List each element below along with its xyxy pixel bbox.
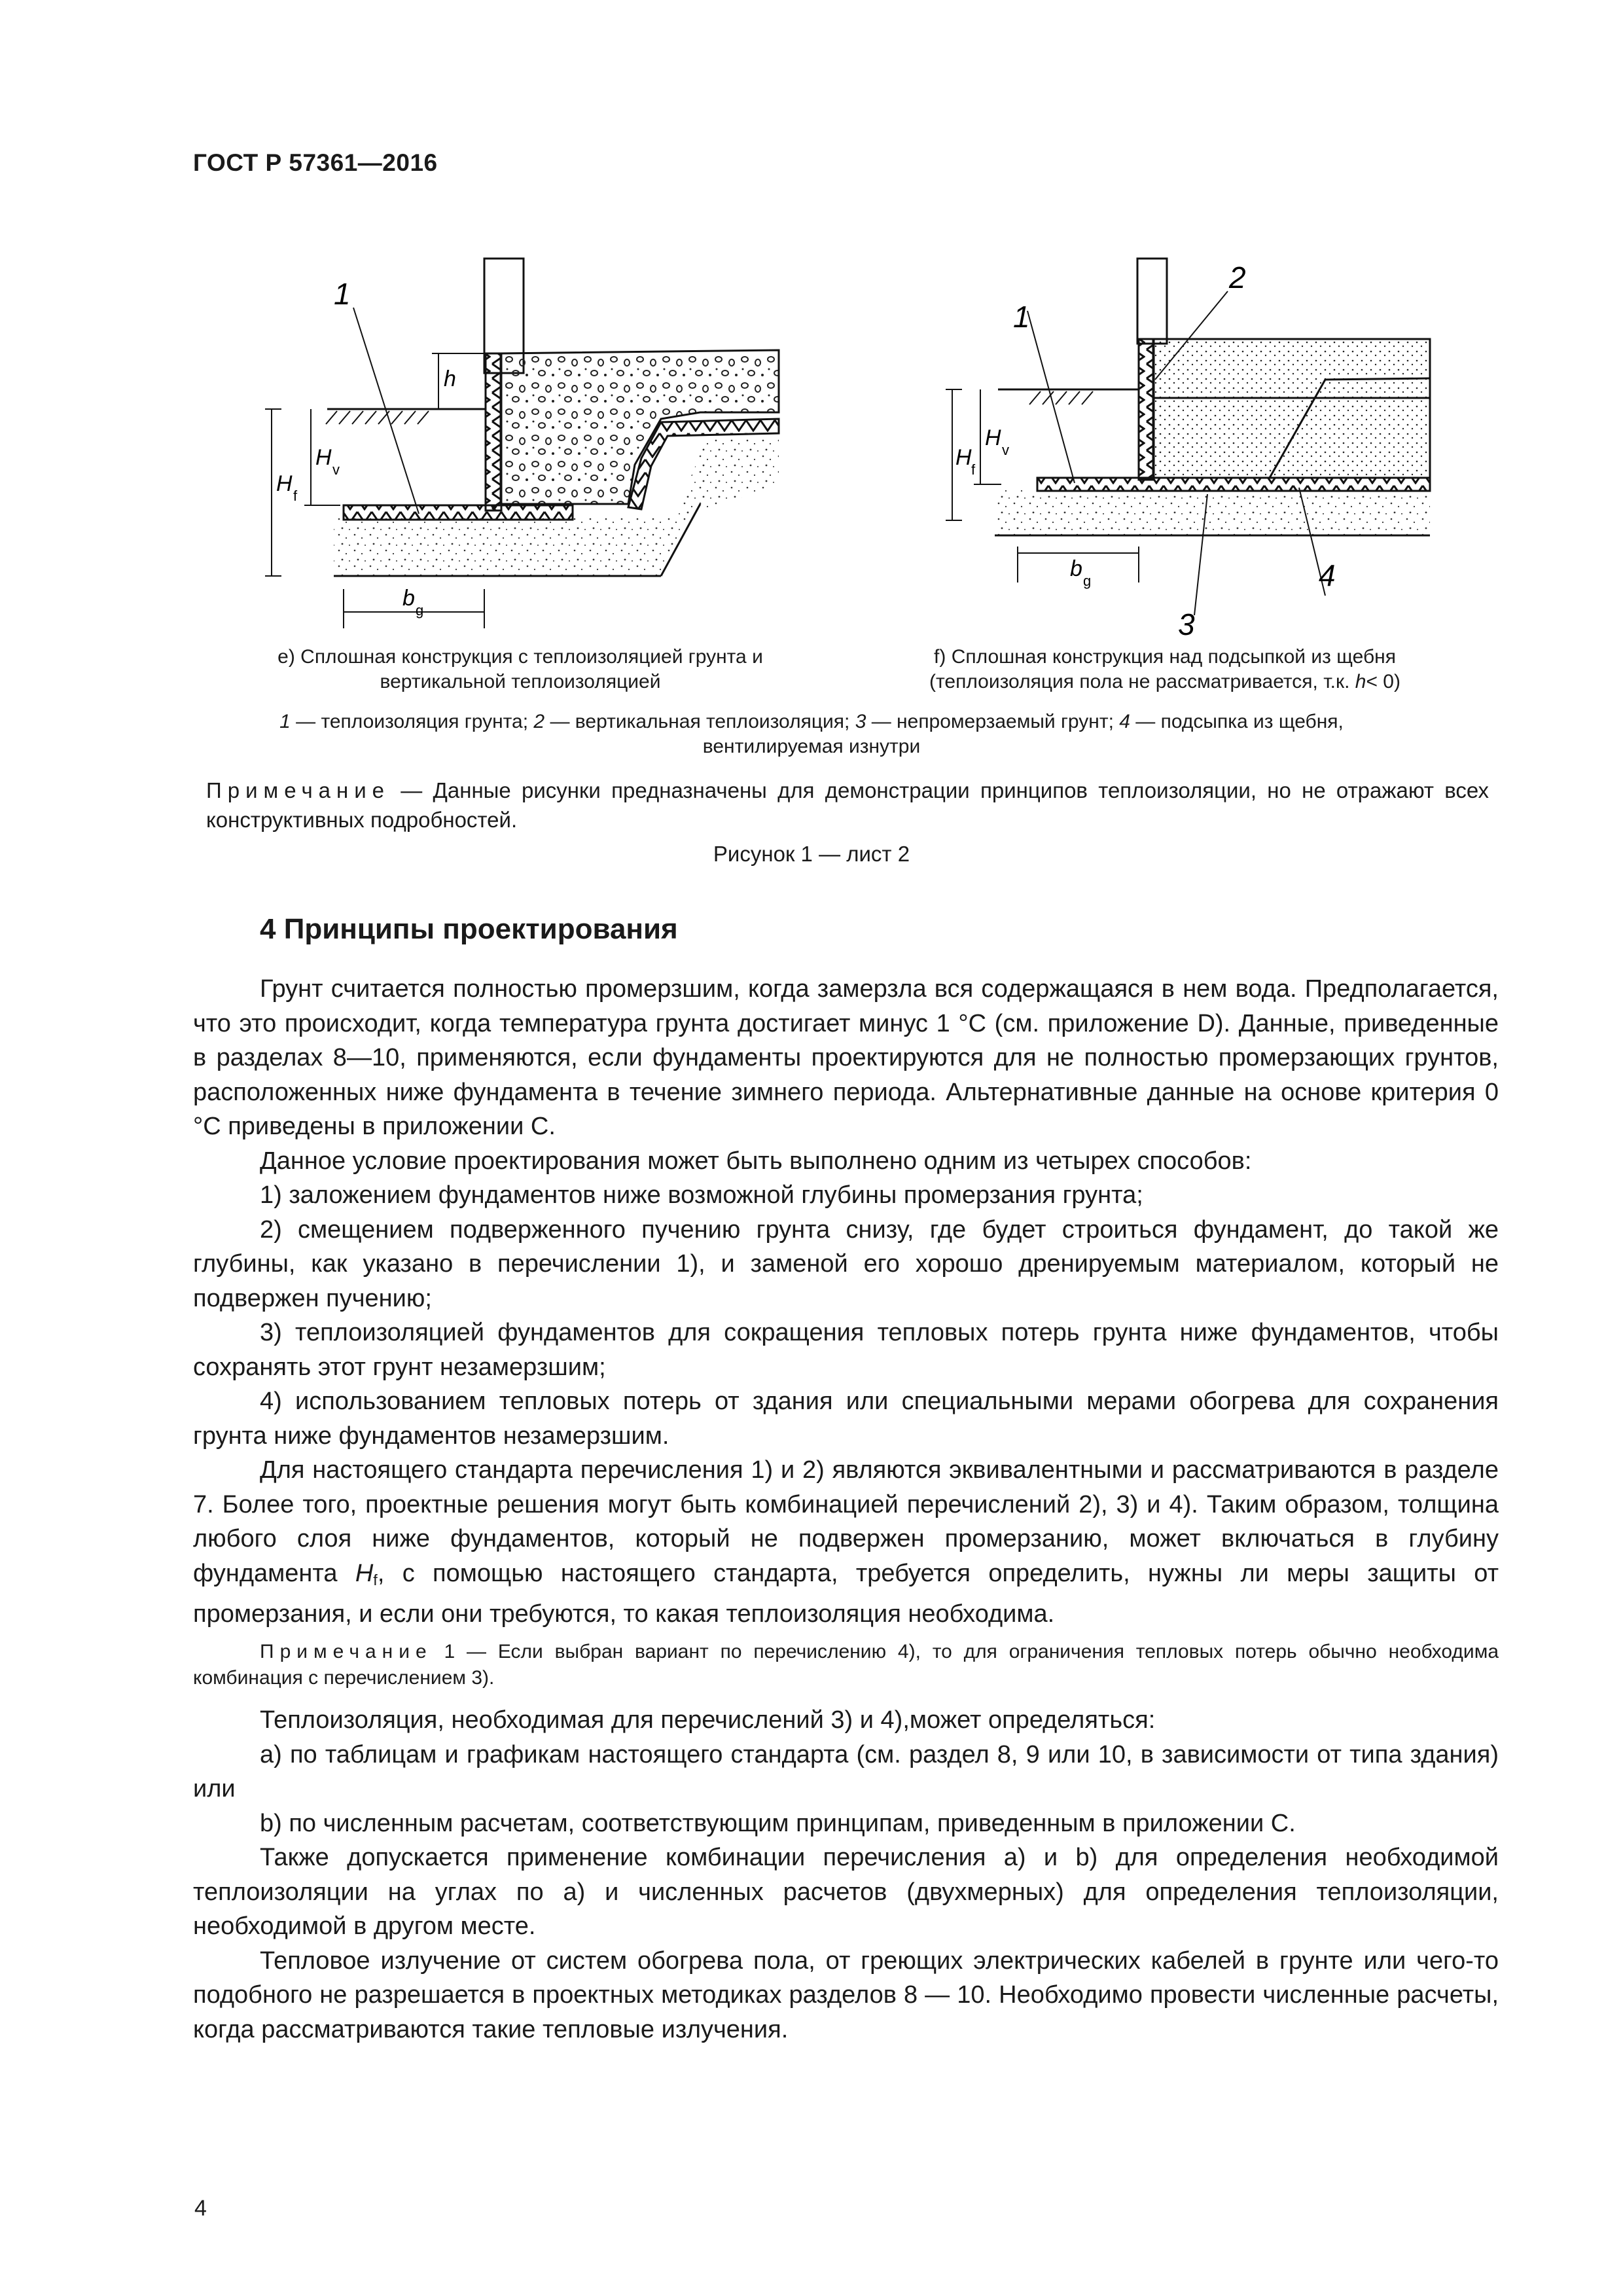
note-1-label: Примечание [260, 1641, 433, 1663]
fig-f-bg-label: b [1070, 556, 1082, 581]
fig-e-bg-sub: g [416, 602, 424, 619]
fig-e-hf-sub: f [293, 488, 298, 504]
fig-f-marker-4: 4 [1319, 558, 1336, 592]
fig-e-hv-label: H [315, 445, 332, 470]
legend-line2: вентилируемая изнутри [702, 736, 921, 757]
legend-num-3: 3 [855, 711, 866, 732]
legend-text-1: — теплоизоляция грунта; [290, 711, 534, 732]
fig-e-hf-label: H [276, 471, 293, 496]
fig-e-h-label: h [444, 367, 456, 391]
figure-note-text: — Данные рисунки предназначены для демонстрации принципов теплоизоляции, но не отражают всех конструктивных подробностей. [206, 778, 1489, 832]
symbol-H: H [355, 1559, 374, 1587]
caption-e-line2: вертикальной теплоизоляцией [380, 671, 661, 692]
body-text [193, 972, 1499, 2047]
legend-text-3: — непромерзаемый грунт; [866, 711, 1120, 732]
legend-text-4: — подсыпка из щебня, [1130, 711, 1344, 732]
caption-e-line1: е) Сплошная конструкция с теплоизоляцией грунта и [277, 646, 763, 668]
fig-f-marker-1: 1 [1013, 300, 1030, 334]
note-1 [193, 1639, 1499, 1691]
page-number: 4 [194, 2196, 207, 2221]
fig-f-hv-sub: v [1002, 442, 1009, 458]
paragraph: Также допускается применение комбинации перечисления а) и b) для определения необходимой теплоизоляции на углах по а) и численных расчетов (двухмерных) для определения теплоизоляции, необходимой в другом месте. [193, 1844, 1499, 1941]
paragraph [193, 1453, 1499, 1631]
figure-note-label: Примечание [206, 778, 391, 802]
caption-f-line2-end: < 0) [1366, 671, 1400, 692]
figure-title: Рисунок 1 — лист 2 [713, 842, 910, 866]
legend-line1 [193, 709, 1430, 734]
section-title: 4 Принципы проектирования [260, 913, 678, 945]
legend-num-2: 2 [533, 711, 545, 732]
legend-num-4: 4 [1119, 711, 1130, 732]
figure-e [265, 259, 779, 628]
list-item: 4) использованием тепловых потерь от здания или специальными мерами обогрева для сохранения грунта ниже фундаментов незамерзшим. [193, 1388, 1499, 1450]
fig-e-marker-1: 1 [334, 277, 351, 311]
paragraph: Теплоизоляция, необходимая для перечислений 3) и 4),может определяться: [260, 1706, 1156, 1734]
list-item: b) по численным расчетам, соответствующим принципам, приведенным в приложении С. [260, 1809, 1296, 1837]
paragraph-text: Для настоящего стандарта перечисления 1) и 2) являются эквивалентными и рассматриваются в разделе 7. Более того, проектные решения могут быть комбинацией перечислений 2), 3) и 4). Таким образом, толщина любого слоя ниже фундаментов, который не подвержен промерзанию, может включаться в глубину фундамента [193, 1456, 1499, 1587]
legend-text-2: — вертикальная теплоизоляция; [544, 711, 855, 732]
list-item: 1) заложением фундаментов ниже возможной глубины промерзания грунта; [260, 1181, 1143, 1209]
list-item: 3) теплоизоляцией фундаментов для сокращения тепловых потерь грунта ниже фундаментов, чтобы сохранять этот грунт незамерзшим; [193, 1319, 1499, 1381]
figure-f-caption [870, 645, 1459, 694]
figure-f [946, 259, 1430, 641]
list-item: а) по таблицам и графикам настоящего стандарта (см. раздел 8, 9 или 10, в зависимости от типа здания) или [193, 1740, 1499, 1803]
fig-f-hv-label: H [985, 425, 1001, 450]
figure-e-caption [226, 645, 815, 694]
document-header: ГОСТ Р 57361—2016 [193, 149, 438, 176]
caption-f-line2-text: (теплоизоляция пола не рассматривается, т.к. [929, 671, 1355, 692]
note-1-text: 1 — Если выбран вариант по перечислению 4), то для ограничения тепловых потерь обычно необходима комбинация с перечислением 3). [193, 1641, 1499, 1689]
paragraph: Данное условие проектирования может быть выполнено одним из четырех способов: [260, 1147, 1252, 1175]
fig-f-hf-sub: f [971, 461, 976, 478]
fig-f-marker-3: 3 [1178, 607, 1195, 641]
figure-legend [193, 709, 1430, 759]
caption-f-h: h [1355, 671, 1366, 692]
figure-note [206, 776, 1489, 834]
fig-f-bg-sub: g [1083, 573, 1092, 589]
paragraph: Грунт считается полностью промерзшим, когда замерзла вся содержащаяся в нем вода. Предполагается, что это происходит, когда температура грунта достигает минус 1 °С (см. приложение D). Данные, приведенные в разделах 8—10, применяются, если фундаменты проектируются для не полностью промерзающих грунтов, расположенных ниже фундамента в течение зимнего периода. Альтернативные данные на основе критерия 0 °С приведены в приложении С. [193, 975, 1499, 1140]
legend-num-1: 1 [279, 711, 291, 732]
fig-e-hv-sub: v [332, 461, 340, 478]
caption-f-line2 [870, 670, 1459, 694]
fig-f-marker-2: 2 [1229, 260, 1246, 295]
fig-e-bg-label: b [402, 586, 415, 611]
paragraph-text-end: , с помощью настоящего стандарта, требуется определить, нужны ли меры защиты от промерзания, и если они требуются, то какая теплоизоляция необходима. [193, 1559, 1499, 1628]
figure-drawings [242, 249, 1453, 641]
caption-f-line1: f) Сплошная конструкция над подсыпкой из щебня [934, 646, 1396, 668]
symbol-sub-f: f [373, 1571, 378, 1588]
fig-f-hf-label: H [955, 445, 972, 470]
list-item: 2) смещением подверженного пучению грунта снизу, где будет строиться фундамент, до такой же глубины, как указано в перечислении 1), и заменой его хорошо дренируемым материалом, который не подвержен пучению; [193, 1215, 1499, 1312]
paragraph: Тепловое излучение от систем обогрева пола, от греющих электрических кабелей в грунте или чего-то подобного не разрешается в проектных методиках разделов 8 — 10. Необходимо провести численные расчеты, когда рассматриваются такие тепловые излучения. [193, 1946, 1499, 2043]
